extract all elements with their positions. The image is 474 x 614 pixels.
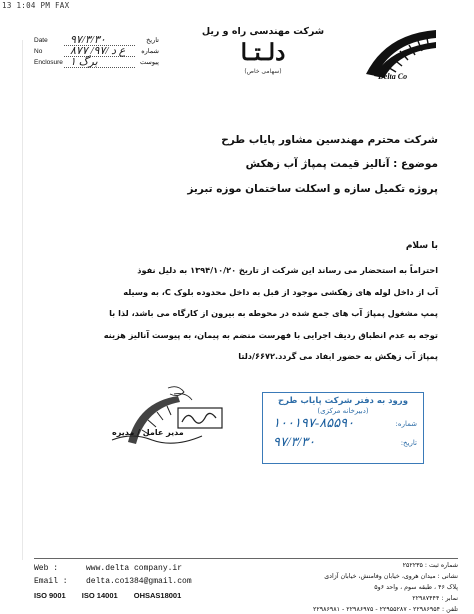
- company-seal-signature: [108, 382, 228, 454]
- stamp-date-label: تاریخ:: [400, 439, 417, 447]
- address-line-1: نشانی : میدان هروی، خیابان وفامنش، خیابان آزادی: [324, 573, 458, 580]
- cert-iso14001: ISO 14001: [81, 591, 118, 600]
- stamp-number-label: شماره:: [395, 420, 417, 428]
- email-label: Email :: [34, 577, 68, 586]
- date-label-fa: تاریخ: [146, 37, 159, 44]
- cert-ohsas: OHSAS18001: [133, 591, 182, 600]
- enclosure-value: ۱ برگ: [70, 56, 98, 68]
- email-row: [34, 575, 195, 588]
- greeting: با سلام: [405, 241, 438, 251]
- stamp-date-value: ۹۷/۳/۳۰: [273, 434, 316, 449]
- page-edge: [22, 40, 23, 560]
- cert-iso9001: ISO 9001: [34, 591, 66, 600]
- registration-number: شماره ثبت : ۲۵۲۲۳۵: [402, 562, 458, 569]
- phone-numbers: تلفن : ۲۲۹۸۶۹۵۴ - ۲۲۹۵۵۲۸۷ - ۲۲۹۸۶۹۷۵ - ۲۲۹۸۶۹۸۱: [312, 606, 458, 613]
- project-title: پروژه تکمیل سازه و اسکلت ساختمان موزه تبریز: [187, 183, 438, 195]
- stamp-date-row: [269, 436, 417, 453]
- date-label-en: Date: [34, 37, 48, 44]
- company-name: شرکت مهندسی راه و ریل: [201, 26, 325, 37]
- subject: موضوع : آنالیز قیمت پمپاژ آب زهکش: [245, 158, 438, 170]
- enclosure-row: [34, 58, 159, 69]
- enclosure-label-en: Enclosure: [34, 59, 63, 66]
- web-row: [34, 562, 195, 575]
- body-line: آب از داخل لوله های زهکشی موجود از قبل به داخل محدوده بلوک C، به وسیله: [123, 286, 438, 297]
- logo-text: Delta Co: [378, 72, 408, 81]
- company-type: (سهامی خاص): [244, 68, 282, 75]
- number-label-fa: شماره: [141, 48, 159, 55]
- fax-number: نمابر : ۲۲۹۸۷۴۴۴: [412, 595, 458, 602]
- reference-block: [34, 36, 159, 69]
- number-value: ۸۷۷ /۹۷/ ع د: [70, 45, 126, 57]
- stamp-number-value: ۱۰۰۱۹۷-۸۵۵۹۰: [273, 415, 355, 430]
- enclosure-label-fa: پیوست: [140, 59, 159, 66]
- company-header: [188, 26, 338, 75]
- web-label: Web :: [34, 564, 59, 573]
- recipient: شرکت محترم مهندسین مشاور پایاب طرح: [221, 134, 438, 146]
- incoming-stamp: [262, 392, 424, 464]
- body-line: توجه به عدم انطباق ردیف اجرایی با فهرست منضم به پیمان، به پیوست آنالیز هزینه: [103, 329, 438, 340]
- number-label-en: No: [34, 48, 43, 55]
- body-line: احتراماً به استحضار می رساند این شرکت از تاریخ ۱۳۹۴/۱۰/۲۰ به دلیل نفوذ: [137, 265, 438, 275]
- footer-divider: [34, 558, 458, 559]
- email-link[interactable]: delta.co1384@gmail.com: [86, 577, 192, 586]
- stamp-subtitle: (دبیرخانه مرکزی): [317, 407, 369, 415]
- stamp-title: ورود به دفتر شرکت پایاب طرح: [278, 396, 408, 406]
- certifications: [34, 589, 195, 602]
- web-link[interactable]: www.delta company.ir: [86, 564, 183, 573]
- body-line: پمپاژ آب زهکش به حضور ابفاد می گردد.۶۶۷۲/دلتا: [238, 351, 438, 362]
- address-line-2: پلاک ۴۶ ، طبقه سوم ، واحد ۶و۵: [374, 584, 458, 591]
- company-brand: دلـتـا: [240, 39, 286, 66]
- signer-title: مدیر عامل / مدیره: [112, 428, 184, 437]
- footer-address: [258, 560, 458, 614]
- date-value: ۹۷/۳/۳۰: [70, 34, 106, 46]
- footer-contacts: [34, 562, 195, 602]
- letter-body: [28, 260, 438, 368]
- fax-header: 13 1:04 PM FAX: [2, 1, 70, 10]
- body-line: پمپ مشغول پمپاژ آب های جمع شده در محوطه به بیرون از کارگاه می باشد، لذا با: [109, 308, 438, 319]
- stamp-number-row: [269, 417, 417, 434]
